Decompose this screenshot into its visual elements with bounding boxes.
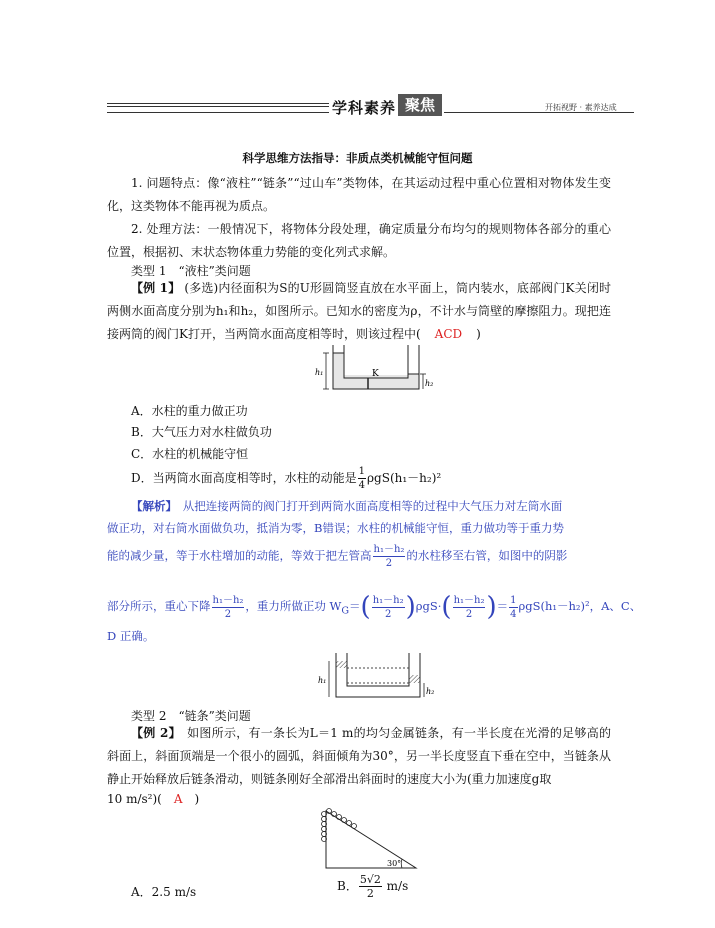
example1-body: (多选)内径面积为S的U形圆筒竖直放在水平面上，筒内装水，底部阀门K关闭时两侧水面高度分别为h₁和h₂，如图所示。已知水的密度为ρ，不计水与筒壁的摩擦阻力。现把连接两筒的阀门K打开，当两筒水面高度相等时，则该过程中( [107,281,611,341]
solution-line-5: D 正确。 [107,629,155,643]
example2-label: 【例 2】 [131,726,175,740]
example2-answer: A [173,792,183,806]
solution-line-4: 部分所示，重心下降 $\frac{\text{h₁－h₂}}{2}$ ，重力所做正功 $W_G=$( $\frac{\text{h₁－h₂}}{2}$ )ρgS·( $\frac{\text{h₁－h₂}}{2}$ )＝ $\frac{1}{4}$ ρgS(h₁－h₂)²，A、C、 [107,592,642,622]
paragraph-method: 2. 处理方法：一般情况下，将物体分段处理，确定质量分布均匀的规则物体各部分的重心位置，根据初、末状态物体重力势能的变化列式求解。 [107,222,611,259]
paragraph-features: 1. 问题特点：像“液柱”“链条”“过山车”类物体，在其运动过程中重心位置相对物体发生变化，这类物体不能再视为质点。 [107,176,611,213]
fraction-half-diff: $\frac{\text{h₁－h₂}}{2}$ [373,544,405,569]
option-d [131,465,441,492]
incline-chain-figure [312,808,424,872]
option-c: C．水柱的机械能守恒 [131,447,249,461]
example1-label: 【例 1】 [131,281,181,295]
water-left [333,353,344,375]
u-tube-figure [312,345,432,395]
section-title: 科学思维方法指导：非质点类机械能守恒问题 [242,151,473,165]
example2-text-end: 10 m/s²)( A ) [107,792,200,806]
solution-label: 【解析】 [131,499,172,513]
label-k: K [372,369,379,379]
option-a: A．水柱的重力做正功 [131,404,248,418]
type2-heading: 类型 2 “链条”类问题 [131,709,251,723]
svg-text:h₁: h₁ [318,676,327,685]
example2-option-a: A．2.5 m/s [131,885,197,899]
example1-close: ) [476,327,481,341]
example2-body: 如图所示，有一条长为L＝1 m的均匀金属链条，有一半长度在光滑的足够高的斜面上，斜面顶端是一个很小的圆弧，斜面倾角为30°，另一半长度竖直下垂在空中，当链条从静止开始释放后链条滑动，则链条刚好全部滑出斜面时的速度大小为(重力加速度g取 [107,726,611,786]
header-focus-badge: 聚焦 [398,94,442,116]
solution-line-3: 能的减少量，等于水柱增加的动能，等效于把左管高 $\frac{\text{h₁－h₂}}{2}$ 的水柱移至右管，如图中的阴影 [107,544,568,569]
option-d-tail: ρgS(h₁－h₂)² [367,471,442,485]
example1-text [107,277,611,346]
fraction-quarter: $\frac{1}{4}$ [358,466,365,491]
svg-text:h₂: h₂ [426,687,435,696]
label-h2: h₂ [425,379,434,388]
example1-answer: ACD [434,327,463,341]
header-rule-bottom [107,112,329,113]
u-tube-shaded-figure [312,653,435,705]
type1-heading: 类型 1 “液柱”类问题 [131,264,251,278]
header-subtitle: 开拓视野 · 素养达成 [545,103,617,112]
solution-line-1: 【解析】 从把连接两筒的阀门打开到两筒水面高度相等的过程中大气压力对左筒水面 [131,499,563,513]
option-d-text: D．当两筒水面高度相等时，水柱的动能是 [131,471,357,485]
angle-label: 30° [387,859,402,868]
option-b: B．大气压力对水柱做负功 [131,425,272,439]
label-h1: h₁ [315,368,324,377]
example2-option-b: B． $\frac{5√2}{2}$ m/s [337,873,409,900]
header-rule-mid [107,106,329,107]
example2-text [107,722,611,791]
header-rule-top [107,103,329,104]
solution-line-2: 做正功，对右筒水面做负功，抵消为零，B错误；水柱的机械能守恒，重力做功等于重力势 [107,521,564,535]
header-title: 学科素养 [332,99,397,117]
